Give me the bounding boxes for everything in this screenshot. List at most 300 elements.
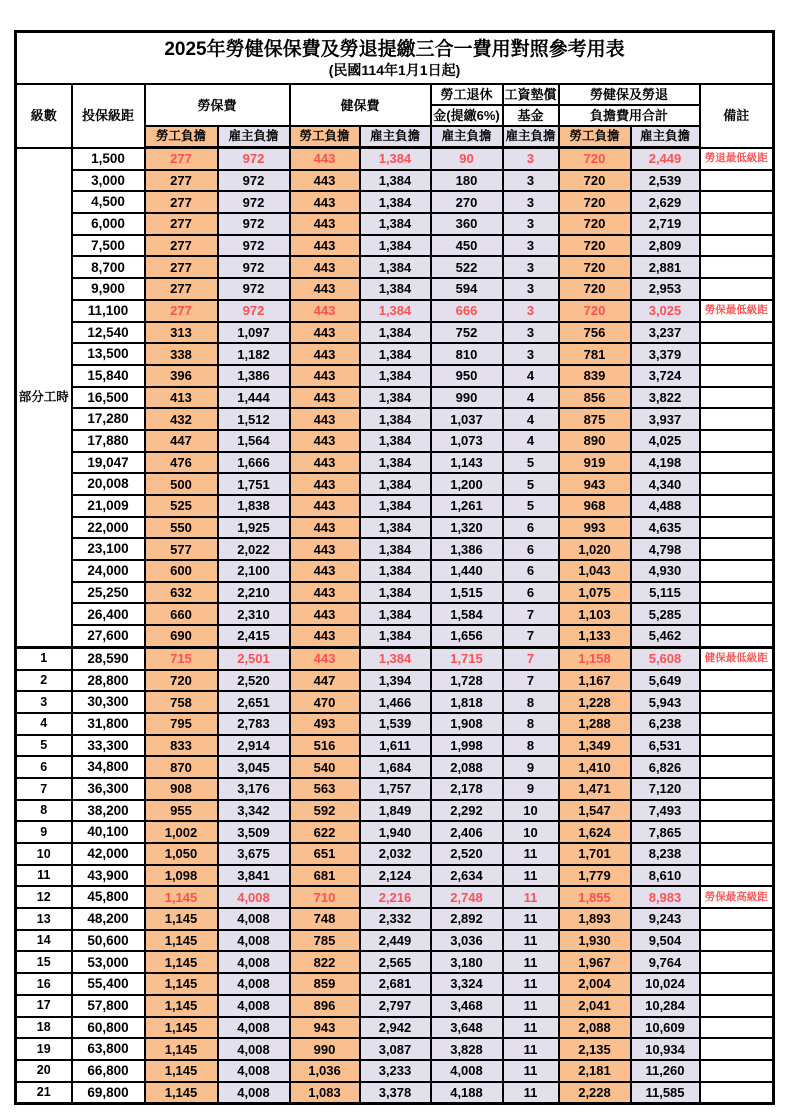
cell-total-er: 9,243: [631, 908, 700, 930]
cell-fund: 4: [503, 365, 559, 387]
cell-health-er: 1,384: [360, 517, 431, 539]
cell-fund: 5: [503, 473, 559, 495]
cell-bracket: 7,500: [72, 235, 145, 257]
cell-bracket: 27,600: [72, 625, 145, 647]
table-row: [16, 1060, 774, 1082]
cell-bracket: 4,500: [72, 191, 145, 213]
cell-health-er: 2,032: [360, 843, 431, 865]
cell-remark: 勞保最低級距: [700, 300, 774, 322]
cell-health-er: 1,384: [360, 300, 431, 322]
cell-remark: [700, 473, 774, 495]
cell-labor-er: 1,512: [218, 408, 290, 430]
cell-labor-emp: 1,145: [145, 995, 218, 1017]
cell-labor-emp: 1,002: [145, 821, 218, 843]
table-row: [16, 343, 774, 365]
cell-fund: 11: [503, 1082, 559, 1104]
cell-health-emp: 443: [290, 343, 360, 365]
cell-remark: [700, 452, 774, 474]
cell-labor-er: 4,008: [218, 930, 290, 952]
cell-pension: 360: [431, 213, 503, 235]
cell-health-emp: 592: [290, 800, 360, 822]
cell-health-er: 1,384: [360, 170, 431, 192]
cell-labor-emp: 720: [145, 670, 218, 692]
cell-total-er: 11,585: [631, 1082, 700, 1104]
cell-bracket: 57,800: [72, 995, 145, 1017]
cell-health-emp: 1,036: [290, 1060, 360, 1082]
cell-bracket: 12,540: [72, 322, 145, 344]
cell-fund: 9: [503, 756, 559, 778]
cell-fund: 11: [503, 995, 559, 1017]
cell-total-emp: 720: [559, 300, 631, 322]
cell-pension: 3,828: [431, 1038, 503, 1060]
cell-total-emp: 756: [559, 322, 631, 344]
cell-fund: 11: [503, 1038, 559, 1060]
cell-pension: 3,648: [431, 1017, 503, 1039]
cell-total-emp: 2,135: [559, 1038, 631, 1060]
subheader-labor-employee: 勞工負擔: [145, 126, 218, 148]
cell-fund: 4: [503, 387, 559, 409]
subheader-health-employer: 雇主負擔: [360, 126, 431, 148]
cell-pension: 1,656: [431, 625, 503, 647]
cell-labor-er: 3,176: [218, 778, 290, 800]
cell-bracket: 25,250: [72, 582, 145, 604]
cell-level: 15: [16, 951, 72, 973]
cell-total-er: 7,120: [631, 778, 700, 800]
cell-labor-emp: 1,145: [145, 886, 218, 908]
cell-labor-er: 1,182: [218, 343, 290, 365]
cell-level: 21: [16, 1082, 72, 1104]
cell-fund: 11: [503, 865, 559, 887]
cell-bracket: 33,300: [72, 735, 145, 757]
cell-health-er: 1,384: [360, 560, 431, 582]
cell-remark: [700, 625, 774, 647]
cell-health-er: 1,384: [360, 322, 431, 344]
table-row: [16, 1038, 774, 1060]
cell-fund: 3: [503, 170, 559, 192]
cell-labor-er: 1,564: [218, 430, 290, 452]
cell-pension: 1,073: [431, 430, 503, 452]
cell-pension: 3,036: [431, 930, 503, 952]
cell-health-emp: 443: [290, 278, 360, 300]
cell-bracket: 20,008: [72, 473, 145, 495]
cell-labor-er: 1,386: [218, 365, 290, 387]
cell-pension: 1,386: [431, 538, 503, 560]
cell-health-er: 3,233: [360, 1060, 431, 1082]
cell-labor-emp: 1,050: [145, 843, 218, 865]
cell-pension: 3,324: [431, 973, 503, 995]
cell-labor-emp: 660: [145, 603, 218, 625]
cell-labor-emp: 715: [145, 647, 218, 669]
cell-fund: 7: [503, 670, 559, 692]
table-row: [16, 843, 774, 865]
cell-bracket: 60,800: [72, 1017, 145, 1039]
cell-health-er: 1,849: [360, 800, 431, 822]
col-header-remark: 備註: [700, 84, 774, 148]
cell-total-er: 4,025: [631, 430, 700, 452]
cell-total-emp: 2,228: [559, 1082, 631, 1104]
table-row: [16, 973, 774, 995]
cell-labor-er: 4,008: [218, 951, 290, 973]
table-row: [16, 908, 774, 930]
cell-total-er: 3,025: [631, 300, 700, 322]
cell-bracket: 22,000: [72, 517, 145, 539]
header-group-row-1: [16, 84, 774, 105]
cell-labor-er: 972: [218, 300, 290, 322]
table-row: [16, 365, 774, 387]
cell-pension: 810: [431, 343, 503, 365]
cell-labor-emp: 758: [145, 691, 218, 713]
cell-remark: [700, 365, 774, 387]
cell-labor-emp: 1,145: [145, 930, 218, 952]
cell-health-emp: 785: [290, 930, 360, 952]
cell-health-emp: 859: [290, 973, 360, 995]
cell-bracket: 13,500: [72, 343, 145, 365]
cell-health-emp: 681: [290, 865, 360, 887]
cell-health-emp: 443: [290, 191, 360, 213]
table-row: [16, 148, 774, 170]
cell-pension: 1,143: [431, 452, 503, 474]
cell-bracket: 16,500: [72, 387, 145, 409]
cell-remark: 健保最低級距: [700, 647, 774, 669]
cell-remark: 勞保最高級距: [700, 886, 774, 908]
cell-bracket: 34,800: [72, 756, 145, 778]
cell-remark: [700, 1038, 774, 1060]
page-subtitle: (民國114年1月1日起): [328, 62, 461, 79]
cell-remark: [700, 408, 774, 430]
cell-fund: 9: [503, 778, 559, 800]
cell-health-er: 3,087: [360, 1038, 431, 1060]
cell-labor-er: 2,210: [218, 582, 290, 604]
cell-fund: 8: [503, 713, 559, 735]
cell-health-emp: 443: [290, 300, 360, 322]
cell-labor-er: 4,008: [218, 1082, 290, 1104]
table-row: [16, 800, 774, 822]
cell-remark: [700, 213, 774, 235]
cell-labor-emp: 432: [145, 408, 218, 430]
cell-labor-er: 1,925: [218, 517, 290, 539]
cell-labor-er: 972: [218, 213, 290, 235]
subheader-wage-fund-employer: 雇主負擔: [503, 126, 559, 148]
table-row: [16, 408, 774, 430]
cell-health-emp: 990: [290, 1038, 360, 1060]
cell-total-emp: 1,103: [559, 603, 631, 625]
cell-fund: 8: [503, 691, 559, 713]
cell-labor-er: 4,008: [218, 1017, 290, 1039]
cell-total-er: 5,649: [631, 670, 700, 692]
cell-labor-emp: 600: [145, 560, 218, 582]
cell-remark: [700, 1060, 774, 1082]
cell-bracket: 26,400: [72, 603, 145, 625]
cell-fund: 4: [503, 430, 559, 452]
cell-labor-emp: 525: [145, 495, 218, 517]
fee-comparison-table: [14, 30, 775, 1105]
table-row: [16, 430, 774, 452]
cell-labor-er: 3,045: [218, 756, 290, 778]
cell-total-emp: 1,855: [559, 886, 631, 908]
cell-fund: 6: [503, 538, 559, 560]
cell-health-er: 2,681: [360, 973, 431, 995]
table-row: [16, 235, 774, 257]
cell-labor-er: 2,914: [218, 735, 290, 757]
col-header-level: 級數: [16, 84, 72, 148]
cell-remark: [700, 713, 774, 735]
cell-labor-er: 3,342: [218, 800, 290, 822]
cell-health-emp: 470: [290, 691, 360, 713]
cell-labor-er: 3,509: [218, 821, 290, 843]
cell-total-er: 8,983: [631, 886, 700, 908]
cell-total-er: 10,934: [631, 1038, 700, 1060]
cell-bracket: 40,100: [72, 821, 145, 843]
cell-remark: [700, 603, 774, 625]
cell-health-emp: 443: [290, 148, 360, 170]
cell-labor-emp: 1,145: [145, 1017, 218, 1039]
page-title: 2025年勞健保保費及勞退提繳三合一費用對照參考用表: [164, 39, 625, 61]
cell-fund: 3: [503, 343, 559, 365]
cell-pension: 752: [431, 322, 503, 344]
cell-fund: 11: [503, 843, 559, 865]
cell-pension: 2,748: [431, 886, 503, 908]
cell-remark: [700, 235, 774, 257]
cell-total-emp: 1,410: [559, 756, 631, 778]
cell-bracket: 55,400: [72, 973, 145, 995]
table-row: [16, 691, 774, 713]
col-group-labor-insurance: 勞保費: [145, 84, 290, 126]
subheader-pension-employer: 雇主負擔: [431, 126, 503, 148]
cell-bracket: 3,000: [72, 170, 145, 192]
cell-total-er: 3,724: [631, 365, 700, 387]
cell-health-er: 1,384: [360, 387, 431, 409]
cell-total-emp: 1,624: [559, 821, 631, 843]
cell-labor-er: 972: [218, 235, 290, 257]
cell-total-emp: 1,779: [559, 865, 631, 887]
cell-remark: [700, 170, 774, 192]
cell-total-emp: 1,288: [559, 713, 631, 735]
cell-labor-emp: 277: [145, 191, 218, 213]
cell-level: 14: [16, 930, 72, 952]
table-row: [16, 495, 774, 517]
cell-health-emp: 443: [290, 495, 360, 517]
cell-labor-er: 2,415: [218, 625, 290, 647]
cell-total-emp: 1,075: [559, 582, 631, 604]
cell-labor-er: 3,841: [218, 865, 290, 887]
cell-health-er: 1,384: [360, 148, 431, 170]
cell-health-emp: 443: [290, 538, 360, 560]
cell-pension: 3,468: [431, 995, 503, 1017]
col-group-wage-fund-line2: 基金: [503, 105, 559, 126]
cell-labor-er: 4,008: [218, 995, 290, 1017]
cell-total-er: 5,462: [631, 625, 700, 647]
cell-health-emp: 443: [290, 387, 360, 409]
cell-labor-er: 4,008: [218, 1060, 290, 1082]
cell-level: 19: [16, 1038, 72, 1060]
cell-remark: [700, 191, 774, 213]
table-row: [16, 538, 774, 560]
cell-fund: 11: [503, 1017, 559, 1039]
cell-labor-emp: 955: [145, 800, 218, 822]
cell-labor-er: 1,751: [218, 473, 290, 495]
cell-labor-er: 972: [218, 191, 290, 213]
cell-health-er: 2,797: [360, 995, 431, 1017]
cell-fund: 3: [503, 191, 559, 213]
cell-fund: 10: [503, 800, 559, 822]
cell-health-er: 1,384: [360, 408, 431, 430]
cell-health-er: 2,942: [360, 1017, 431, 1039]
cell-health-emp: 493: [290, 713, 360, 735]
cell-health-er: 2,124: [360, 865, 431, 887]
cell-labor-er: 4,008: [218, 973, 290, 995]
cell-labor-er: 972: [218, 148, 290, 170]
cell-remark: [700, 1082, 774, 1104]
cell-labor-emp: 833: [145, 735, 218, 757]
cell-pension: 2,088: [431, 756, 503, 778]
cell-fund: 7: [503, 625, 559, 647]
cell-bracket: 43,900: [72, 865, 145, 887]
cell-pension: 180: [431, 170, 503, 192]
cell-health-er: 1,384: [360, 343, 431, 365]
cell-total-emp: 720: [559, 148, 631, 170]
cell-bracket: 48,200: [72, 908, 145, 930]
cell-labor-emp: 1,145: [145, 951, 218, 973]
cell-level: 2: [16, 670, 72, 692]
cell-health-emp: 443: [290, 365, 360, 387]
cell-health-emp: 540: [290, 756, 360, 778]
cell-labor-emp: 277: [145, 235, 218, 257]
cell-total-er: 7,865: [631, 821, 700, 843]
cell-total-er: 10,284: [631, 995, 700, 1017]
cell-fund: 6: [503, 517, 559, 539]
cell-remark: [700, 973, 774, 995]
cell-total-emp: 1,020: [559, 538, 631, 560]
cell-health-er: 1,384: [360, 452, 431, 474]
cell-bracket: 8,700: [72, 256, 145, 278]
cell-remark: [700, 430, 774, 452]
cell-labor-emp: 277: [145, 300, 218, 322]
cell-pension: 1,440: [431, 560, 503, 582]
cell-pension: 1,037: [431, 408, 503, 430]
cell-bracket: 31,800: [72, 713, 145, 735]
cell-pension: 2,634: [431, 865, 503, 887]
cell-pension: 2,292: [431, 800, 503, 822]
table-row: [16, 995, 774, 1017]
cell-total-emp: 839: [559, 365, 631, 387]
cell-level: 12: [16, 886, 72, 908]
cell-labor-emp: 1,145: [145, 1060, 218, 1082]
cell-health-emp: 443: [290, 408, 360, 430]
cell-total-emp: 993: [559, 517, 631, 539]
cell-fund: 3: [503, 278, 559, 300]
cell-health-emp: 748: [290, 908, 360, 930]
cell-health-er: 1,384: [360, 495, 431, 517]
cell-fund: 3: [503, 213, 559, 235]
cell-total-emp: 2,004: [559, 973, 631, 995]
cell-bracket: 53,000: [72, 951, 145, 973]
cell-remark: [700, 517, 774, 539]
cell-health-er: 1,384: [360, 647, 431, 669]
cell-health-emp: 443: [290, 647, 360, 669]
cell-pension: 950: [431, 365, 503, 387]
table-row: [16, 1017, 774, 1039]
cell-labor-er: 2,501: [218, 647, 290, 669]
cell-level: 10: [16, 843, 72, 865]
cell-pension: 990: [431, 387, 503, 409]
cell-total-emp: 781: [559, 343, 631, 365]
cell-remark: [700, 800, 774, 822]
cell-total-er: 9,764: [631, 951, 700, 973]
cell-labor-emp: 1,145: [145, 1082, 218, 1104]
cell-remark: [700, 1017, 774, 1039]
cell-health-emp: 443: [290, 452, 360, 474]
cell-labor-er: 4,008: [218, 886, 290, 908]
cell-health-er: 1,940: [360, 821, 431, 843]
level-group-part-time-label: 部分工時: [16, 148, 72, 648]
cell-health-emp: 443: [290, 517, 360, 539]
cell-bracket: 24,000: [72, 560, 145, 582]
cell-total-emp: 1,967: [559, 951, 631, 973]
cell-bracket: 28,590: [72, 647, 145, 669]
cell-total-emp: 2,181: [559, 1060, 631, 1082]
cell-level: 9: [16, 821, 72, 843]
cell-labor-emp: 313: [145, 322, 218, 344]
cell-total-emp: 2,041: [559, 995, 631, 1017]
cell-health-emp: 443: [290, 625, 360, 647]
cell-labor-emp: 500: [145, 473, 218, 495]
cell-health-er: 3,378: [360, 1082, 431, 1104]
cell-health-emp: 443: [290, 430, 360, 452]
cell-total-er: 3,237: [631, 322, 700, 344]
cell-total-emp: 720: [559, 256, 631, 278]
cell-bracket: 9,900: [72, 278, 145, 300]
cell-labor-emp: 577: [145, 538, 218, 560]
cell-health-er: 1,384: [360, 235, 431, 257]
cell-total-emp: 720: [559, 170, 631, 192]
cell-level: 5: [16, 735, 72, 757]
cell-labor-er: 2,022: [218, 538, 290, 560]
cell-pension: 1,261: [431, 495, 503, 517]
cell-total-er: 4,798: [631, 538, 700, 560]
cell-remark: [700, 908, 774, 930]
cell-health-er: 1,384: [360, 430, 431, 452]
cell-remark: [700, 995, 774, 1017]
cell-labor-emp: 908: [145, 778, 218, 800]
cell-fund: 7: [503, 647, 559, 669]
cell-labor-er: 2,651: [218, 691, 290, 713]
table-row: [16, 713, 774, 735]
cell-labor-emp: 277: [145, 148, 218, 170]
table-row: [16, 517, 774, 539]
cell-pension: 594: [431, 278, 503, 300]
cell-total-er: 3,822: [631, 387, 700, 409]
cell-health-emp: 443: [290, 473, 360, 495]
cell-level: 18: [16, 1017, 72, 1039]
cell-remark: [700, 256, 774, 278]
cell-total-er: 5,608: [631, 647, 700, 669]
cell-fund: 6: [503, 560, 559, 582]
table-row: [16, 821, 774, 843]
cell-pension: 1,515: [431, 582, 503, 604]
cell-total-er: 7,493: [631, 800, 700, 822]
cell-labor-emp: 632: [145, 582, 218, 604]
cell-total-emp: 919: [559, 452, 631, 474]
cell-health-emp: 1,083: [290, 1082, 360, 1104]
cell-fund: 3: [503, 322, 559, 344]
cell-health-er: 1,384: [360, 213, 431, 235]
cell-pension: 90: [431, 148, 503, 170]
table-row: [16, 322, 774, 344]
cell-health-emp: 443: [290, 235, 360, 257]
col-header-bracket: 投保級距: [72, 84, 145, 148]
cell-health-er: 1,384: [360, 603, 431, 625]
table-row: [16, 582, 774, 604]
